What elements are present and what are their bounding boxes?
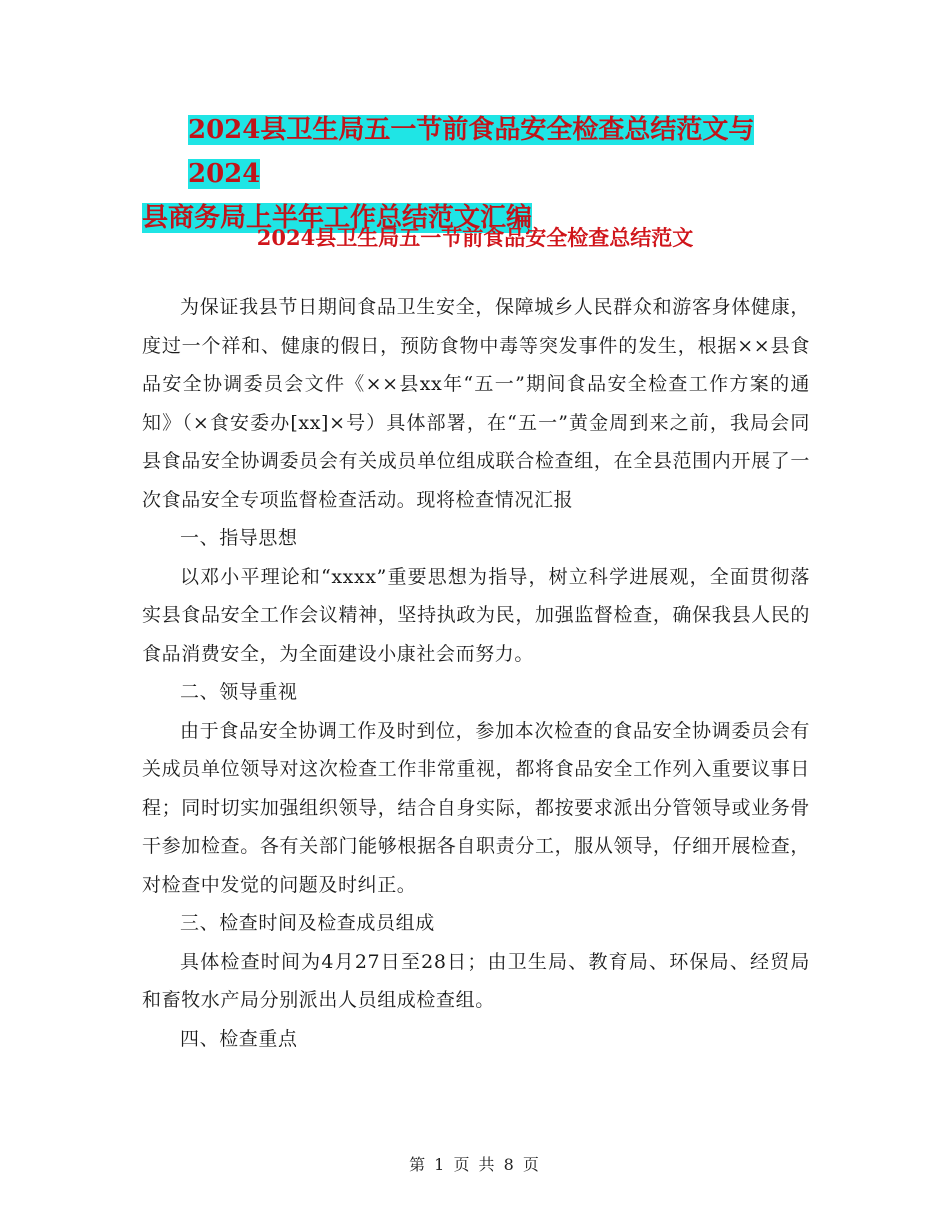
heading-inspection-time: 三、检查时间及检查成员组成	[180, 912, 435, 934]
document-title	[142, 108, 822, 240]
page-footer: 第 1 页 共 8 页	[409, 1155, 541, 1174]
heading-guiding-ideology: 一、指导思想	[180, 527, 298, 549]
paragraph-guiding-ideology: 以邓小平理论和“xxxx”重要思想为指导，树立科学进展观，全面贯彻落实县食品安全工作会议精神，坚持执政为民，加强监督检查，确保我县人民的食品消费安全，为全面建设小康社会而努力。	[142, 565, 810, 665]
document-body	[142, 288, 810, 1058]
title-line-2: 县商务局上半年工作总结范文汇编	[142, 203, 533, 233]
heading-inspection-focus: 四、检查重点	[180, 1027, 298, 1050]
title-line-1: 2024县卫生局五一节前食品安全检查总结范文与2024	[188, 115, 755, 189]
paragraph-intro: 为保证我县节日期间食品卫生安全，保障城乡人民群众和游客身体健康，度过一个祥和、健康的假日，预防食物中毒等突发事件的发生，根据××县食品安全协调委员会文件《××县xx年“五一”期间食品安全检查工作方案的通知》（×食安委办[xx]×号）具体部署，在“五一”黄金周到来之前，我局会同县食品安全协调委员会有关成员单位组成联合检查组，在全县范围内开展了一次食品安全专项监督检查活动。现将检查情况汇报	[142, 296, 810, 511]
section-title: 2024县卫生局五一节前食品安全检查总结范文	[256, 225, 694, 250]
paragraph-leadership: 由于食品安全协调工作及时到位，参加本次检查的食品安全协调委员会有关成员单位领导对这次检查工作非常重视，都将食品安全工作列入重要议事日程；同时切实加强组织领导，结合自身实际，都按要求派出分管领导或业务骨干参加检查。各有关部门能够根据各自职责分工，服从领导，仔细开展检查，对检查中发觉的问题及时纠正。	[142, 719, 810, 896]
paragraph-inspection-time: 具体检查时间为4月27日至28日；由卫生局、教育局、环保局、经贸局和畜牧水产局分别派出人员组成检查组。	[142, 950, 810, 1011]
heading-leadership: 二、领导重视	[180, 681, 298, 703]
